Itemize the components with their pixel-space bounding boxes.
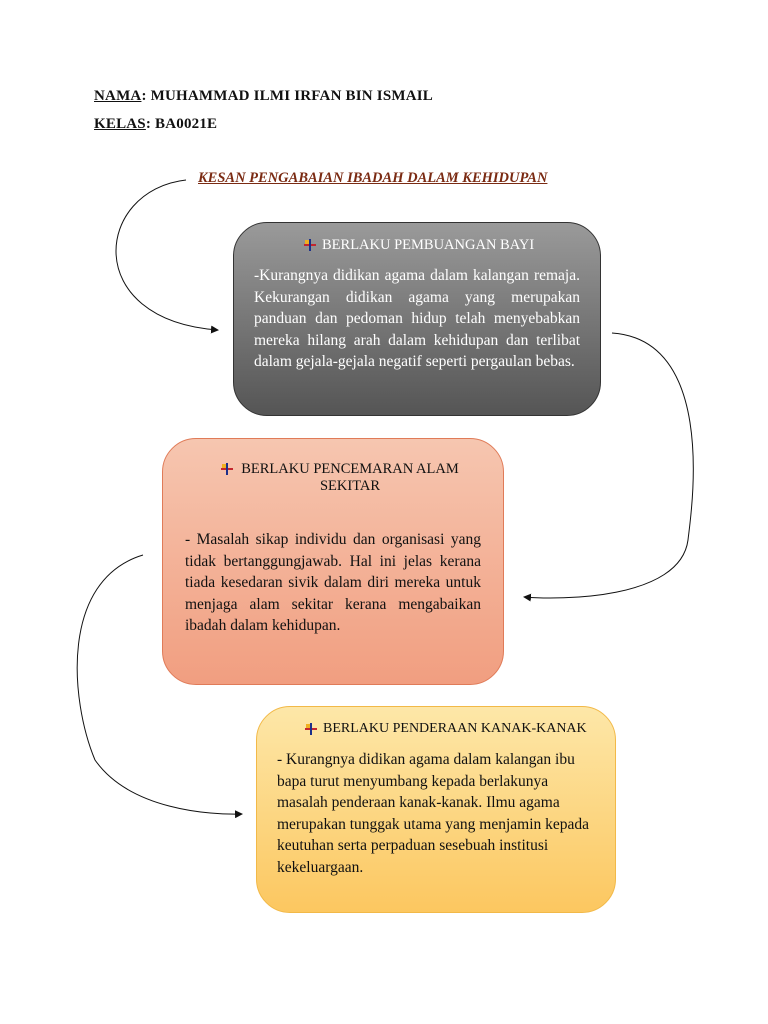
effect-box-baby-dumping	[233, 222, 601, 416]
bullet-icon	[221, 463, 233, 475]
class-label: KELAS	[94, 116, 146, 132]
box-heading	[305, 721, 587, 737]
page-title: KESAN PENGABAIAN IBADAH DALAM KEHIDUPAN	[198, 170, 548, 186]
box-heading	[304, 237, 534, 254]
bullet-icon	[305, 723, 317, 735]
box-heading-text: BERLAKU PENCEMARAN ALAM SEKITAR	[241, 461, 459, 494]
class-value: : BA0021E	[145, 116, 218, 132]
name-value: : MUHAMMAD ILMI IRFAN BIN ISMAIL	[141, 88, 433, 104]
box-body-text: - Masalah sikap individu dan organisasi yang tidak bertanggungjawab. Hal ini jelas kerana tiada kesedaran sivik dalam diri mereka untuk menjaga alam sekitar kerana mengabaikan ibadah dalam kehidupan.	[185, 531, 481, 634]
box-heading-text: BERLAKU PEMBUANGAN BAYI	[322, 237, 535, 253]
box-body-text: -Kurangnya didikan agama dalam kalangan remaja. Kekurangan didikan agama yang merupakan panduan dan pedoman hidup telah menyebabkan mereka hilang arah dalam kehidupan dan terlibat dalam gejala-gejala negatif seperti pergaulan bebas.	[254, 267, 580, 370]
effect-box-pollution	[162, 438, 504, 685]
name-label: NAMA	[94, 88, 142, 104]
bullet-icon	[304, 239, 316, 251]
arrow-title-to-box1	[116, 180, 218, 330]
box-heading-text: BERLAKU PENDERAAN KANAK-KANAK	[323, 721, 587, 736]
effect-box-child-abuse	[256, 706, 616, 913]
box-body-text: - Kurangnya didikan agama dalam kalangan ibu bapa turut menyumbang kepada berlakunya masalah penderaan kanak-kanak. Ilmu agama merupakan tunggak utama yang menjamin kepada keutuhan serta perpaduan sesebuah institusi kekeluargaan.	[277, 751, 590, 876]
box-heading	[221, 461, 461, 495]
